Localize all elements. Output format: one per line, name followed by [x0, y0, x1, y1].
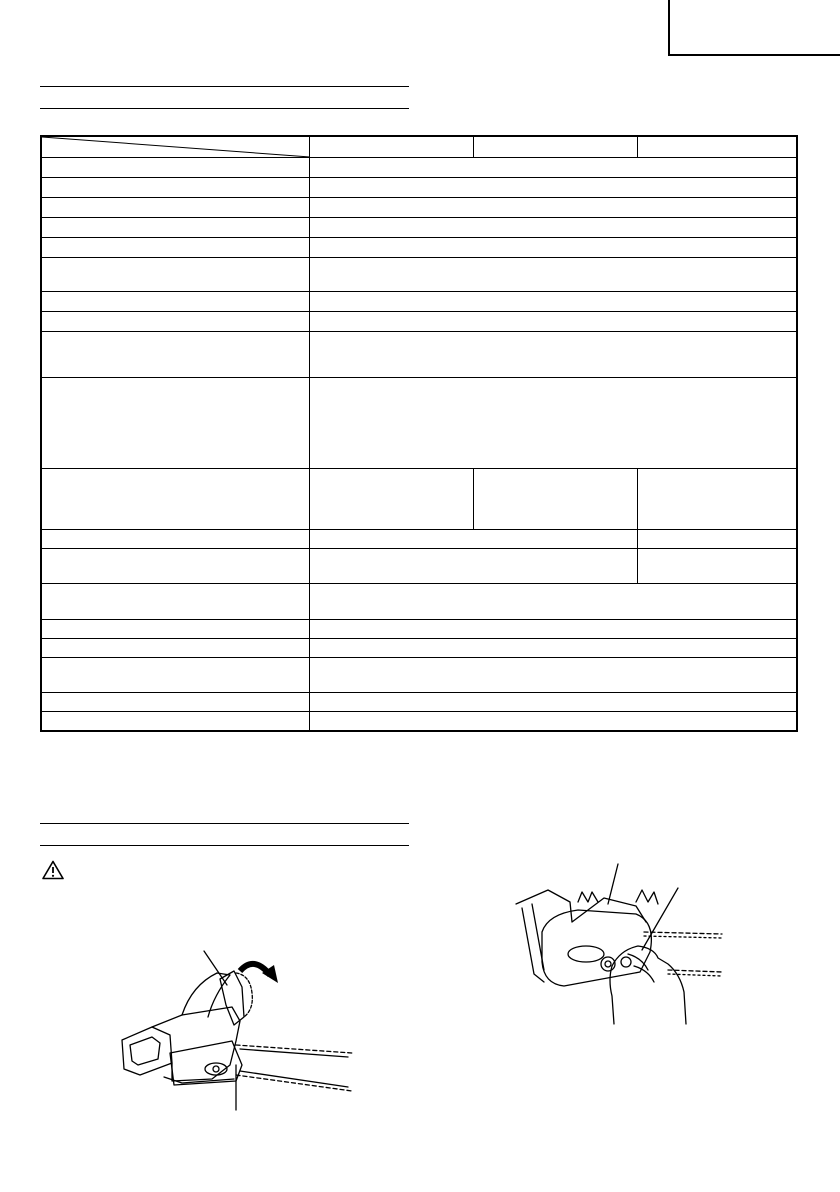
- table-row: [42, 197, 796, 198]
- table-row: [42, 177, 796, 178]
- table-row: [42, 331, 796, 332]
- table-row: [42, 311, 796, 312]
- column-divider-2: [637, 137, 638, 157]
- table-row: [42, 711, 796, 712]
- table-row: [42, 529, 796, 530]
- header-diagonal: [42, 137, 310, 159]
- sprocket-cover-nut-removal-illustration: [508, 862, 730, 1030]
- table-row: [42, 377, 796, 378]
- column-divider-3: [473, 468, 474, 529]
- table-row: [42, 217, 796, 218]
- specifications-table: [40, 135, 798, 732]
- warning-triangle-icon: [42, 860, 64, 880]
- table-row: [42, 157, 796, 158]
- table-row: [42, 692, 796, 693]
- assembly-rule-bottom: [40, 845, 409, 846]
- column-divider-label: [309, 137, 310, 732]
- table-row: [42, 548, 796, 549]
- chain-brake-lever-illustration: [112, 945, 357, 1115]
- table-row: [42, 468, 796, 469]
- table-row: [42, 619, 796, 620]
- assembly-rule-top: [40, 823, 409, 824]
- table-row: [42, 657, 796, 658]
- table-row: [42, 583, 796, 584]
- table-row: [42, 237, 796, 238]
- table-row: [42, 257, 796, 258]
- table-row: [42, 638, 796, 639]
- language-tab: [668, 0, 840, 56]
- column-divider-1: [473, 137, 474, 157]
- column-divider-4: [637, 468, 638, 583]
- table-row: [42, 291, 796, 292]
- curved-arrow-icon: [240, 964, 278, 983]
- section-rule-top: [40, 86, 409, 87]
- section-rule-bottom: [40, 108, 409, 109]
